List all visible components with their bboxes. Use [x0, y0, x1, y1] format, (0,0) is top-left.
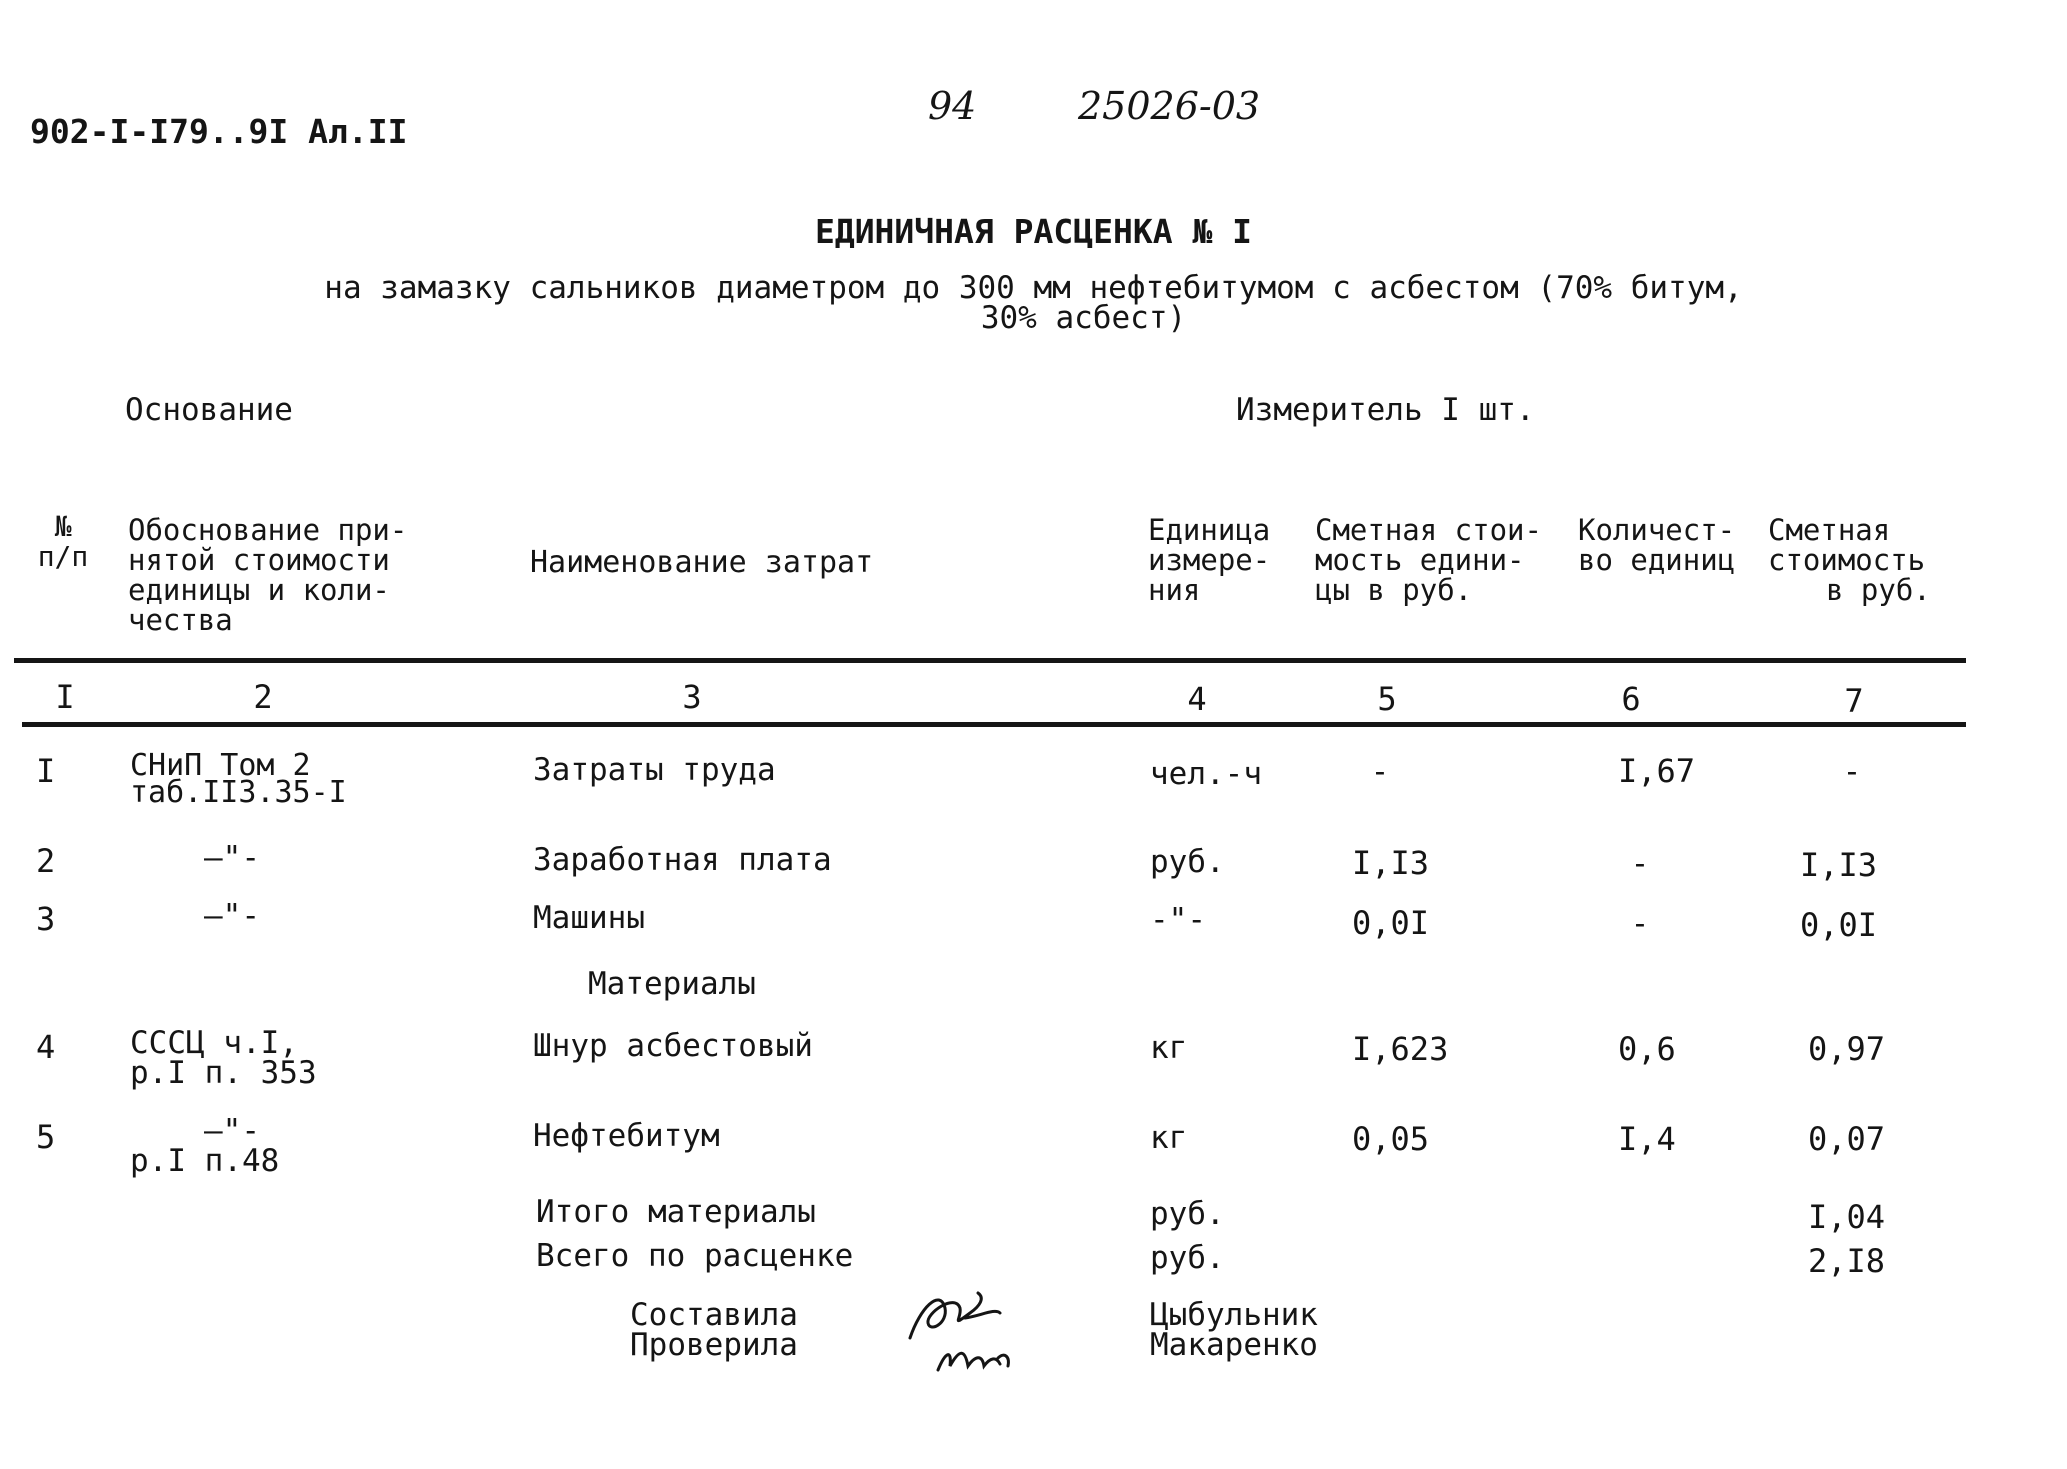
signature-labels [630, 1297, 798, 1363]
row-basis-line: р.I п.48 [130, 1143, 280, 1179]
header-unit-line: измере- [1148, 543, 1271, 577]
header-cost-line: в руб. [1826, 573, 1931, 607]
header-unit-line: Единица [1148, 513, 1271, 547]
row-basis-line: —"- [204, 1113, 260, 1149]
totals-cost: I,04 [1808, 1198, 1886, 1236]
header-quantity-line: Количест- [1578, 513, 1736, 547]
document-code: 902-I-I79..9I Ал.II [30, 112, 408, 151]
totals-label: Итого материалы [536, 1194, 816, 1230]
header-unit-line: ния [1148, 573, 1201, 607]
row-number: I [36, 752, 56, 790]
row-quantity: - [1630, 906, 1650, 942]
row-unit: руб. [1150, 844, 1225, 880]
row-name: Нефтебитум [533, 1118, 720, 1154]
header-unit [1148, 515, 1270, 605]
measure-label: Измеритель I шт. [1236, 392, 1535, 428]
header-justification-line: чества [128, 603, 233, 637]
row-name: Машины [533, 900, 645, 936]
row-basis-line: СНиП Том 2 [130, 748, 311, 783]
column-number: 5 [1377, 680, 1397, 718]
header-name: Наименование затрат [530, 545, 874, 580]
column-number: 4 [1187, 680, 1207, 718]
row-name: Заработная плата [533, 842, 832, 878]
row-basis-line: таб.II3.35-I [130, 775, 347, 810]
row-basis [130, 748, 347, 810]
header-num-line: № [54, 510, 72, 543]
row-number: 3 [36, 900, 56, 938]
row-unit: кг [1150, 1030, 1188, 1066]
header-cost-line: стоимость [1768, 543, 1926, 577]
row-unit: кг [1150, 1120, 1188, 1156]
totals-unit: руб. [1150, 1196, 1225, 1232]
row-unit-cost: I,623 [1352, 1030, 1449, 1068]
row-number: 4 [36, 1028, 56, 1066]
table-rule-bottom [22, 722, 1966, 727]
totals-unit: руб. [1150, 1240, 1225, 1276]
header-cost-line: Сметная [1768, 513, 1891, 547]
header-unit-cost-line: мость едини- [1315, 543, 1525, 577]
checked-name: Макаренко [1150, 1327, 1318, 1363]
table-rule-top [14, 658, 1966, 663]
row-quantity: 0,6 [1618, 1030, 1676, 1068]
row-name: Затраты труда [533, 752, 776, 788]
compiled-name: Цыбульник [1150, 1297, 1318, 1333]
column-number: 6 [1621, 680, 1641, 718]
basis-label: Основание [125, 392, 293, 428]
header-cost [1768, 515, 1931, 605]
row-basis [130, 1113, 280, 1179]
checked-label: Проверила [630, 1327, 798, 1363]
row-basis: —"- [204, 898, 260, 934]
header-num-line: п/п [37, 540, 89, 573]
column-number: I [55, 678, 75, 716]
row-quantity: I,4 [1618, 1120, 1676, 1158]
header-unit-cost-line: Сметная стои- [1315, 513, 1542, 547]
totals-cost: 2,I8 [1808, 1242, 1886, 1280]
header-unit-cost-line: цы в руб. [1315, 573, 1473, 607]
header-justification-line: Обоснование при- [128, 513, 408, 547]
row-name: Шнур асбестовый [533, 1028, 813, 1064]
materials-heading: Материалы [588, 966, 756, 1002]
row-unit: чел.-ч [1150, 756, 1262, 792]
row-number: 2 [36, 842, 56, 880]
handwritten-signatures [900, 1278, 1040, 1378]
row-unit: -"- [1150, 902, 1206, 938]
row-unit-cost: I,I3 [1352, 844, 1430, 882]
header-num [28, 512, 98, 572]
subtitle-line-1: на замазку сальников диаметром до 300 мм нефтебитумом с асбестом (70% битум, [324, 270, 1743, 306]
header-justification [128, 515, 407, 635]
row-basis [130, 1025, 317, 1091]
header-quantity-line: во единиц [1578, 543, 1736, 577]
row-cost: 0,97 [1808, 1030, 1886, 1068]
row-unit-cost: 0,0I [1352, 904, 1430, 942]
row-quantity: - [1630, 846, 1650, 882]
row-basis-line: р.I п. 353 [130, 1055, 317, 1091]
archive-number: 25026-03 [1078, 84, 1261, 128]
compiled-label: Составила [630, 1297, 798, 1333]
row-quantity: I,67 [1618, 752, 1696, 790]
signature-mark [910, 1293, 1000, 1338]
page-title: ЕДИНИЧНАЯ РАСЦЕНКА № I [814, 212, 1253, 251]
signature-names [1150, 1297, 1318, 1363]
row-unit-cost: - [1370, 754, 1390, 790]
header-justification-line: нятой стоимости [128, 543, 390, 577]
header-justification-line: единицы и коли- [128, 573, 390, 607]
row-number: 5 [36, 1118, 56, 1156]
row-cost: - [1842, 754, 1862, 790]
column-number: 3 [682, 678, 702, 716]
row-basis: —"- [204, 840, 260, 876]
row-cost: 0,07 [1808, 1120, 1886, 1158]
signature-mark [938, 1353, 1008, 1370]
column-number: 7 [1844, 682, 1864, 720]
header-unit-cost [1315, 515, 1542, 605]
column-number: 2 [253, 678, 273, 716]
totals-label: Всего по расценке [536, 1238, 854, 1274]
row-basis-line: СССЦ ч.I, [130, 1025, 298, 1061]
subtitle-line-2: 30% асбест) [980, 300, 1187, 336]
row-cost: 0,0I [1800, 906, 1878, 944]
row-unit-cost: 0,05 [1352, 1120, 1430, 1158]
page-number: 94 [928, 84, 977, 128]
row-cost: I,I3 [1800, 846, 1878, 884]
header-quantity [1578, 515, 1735, 575]
